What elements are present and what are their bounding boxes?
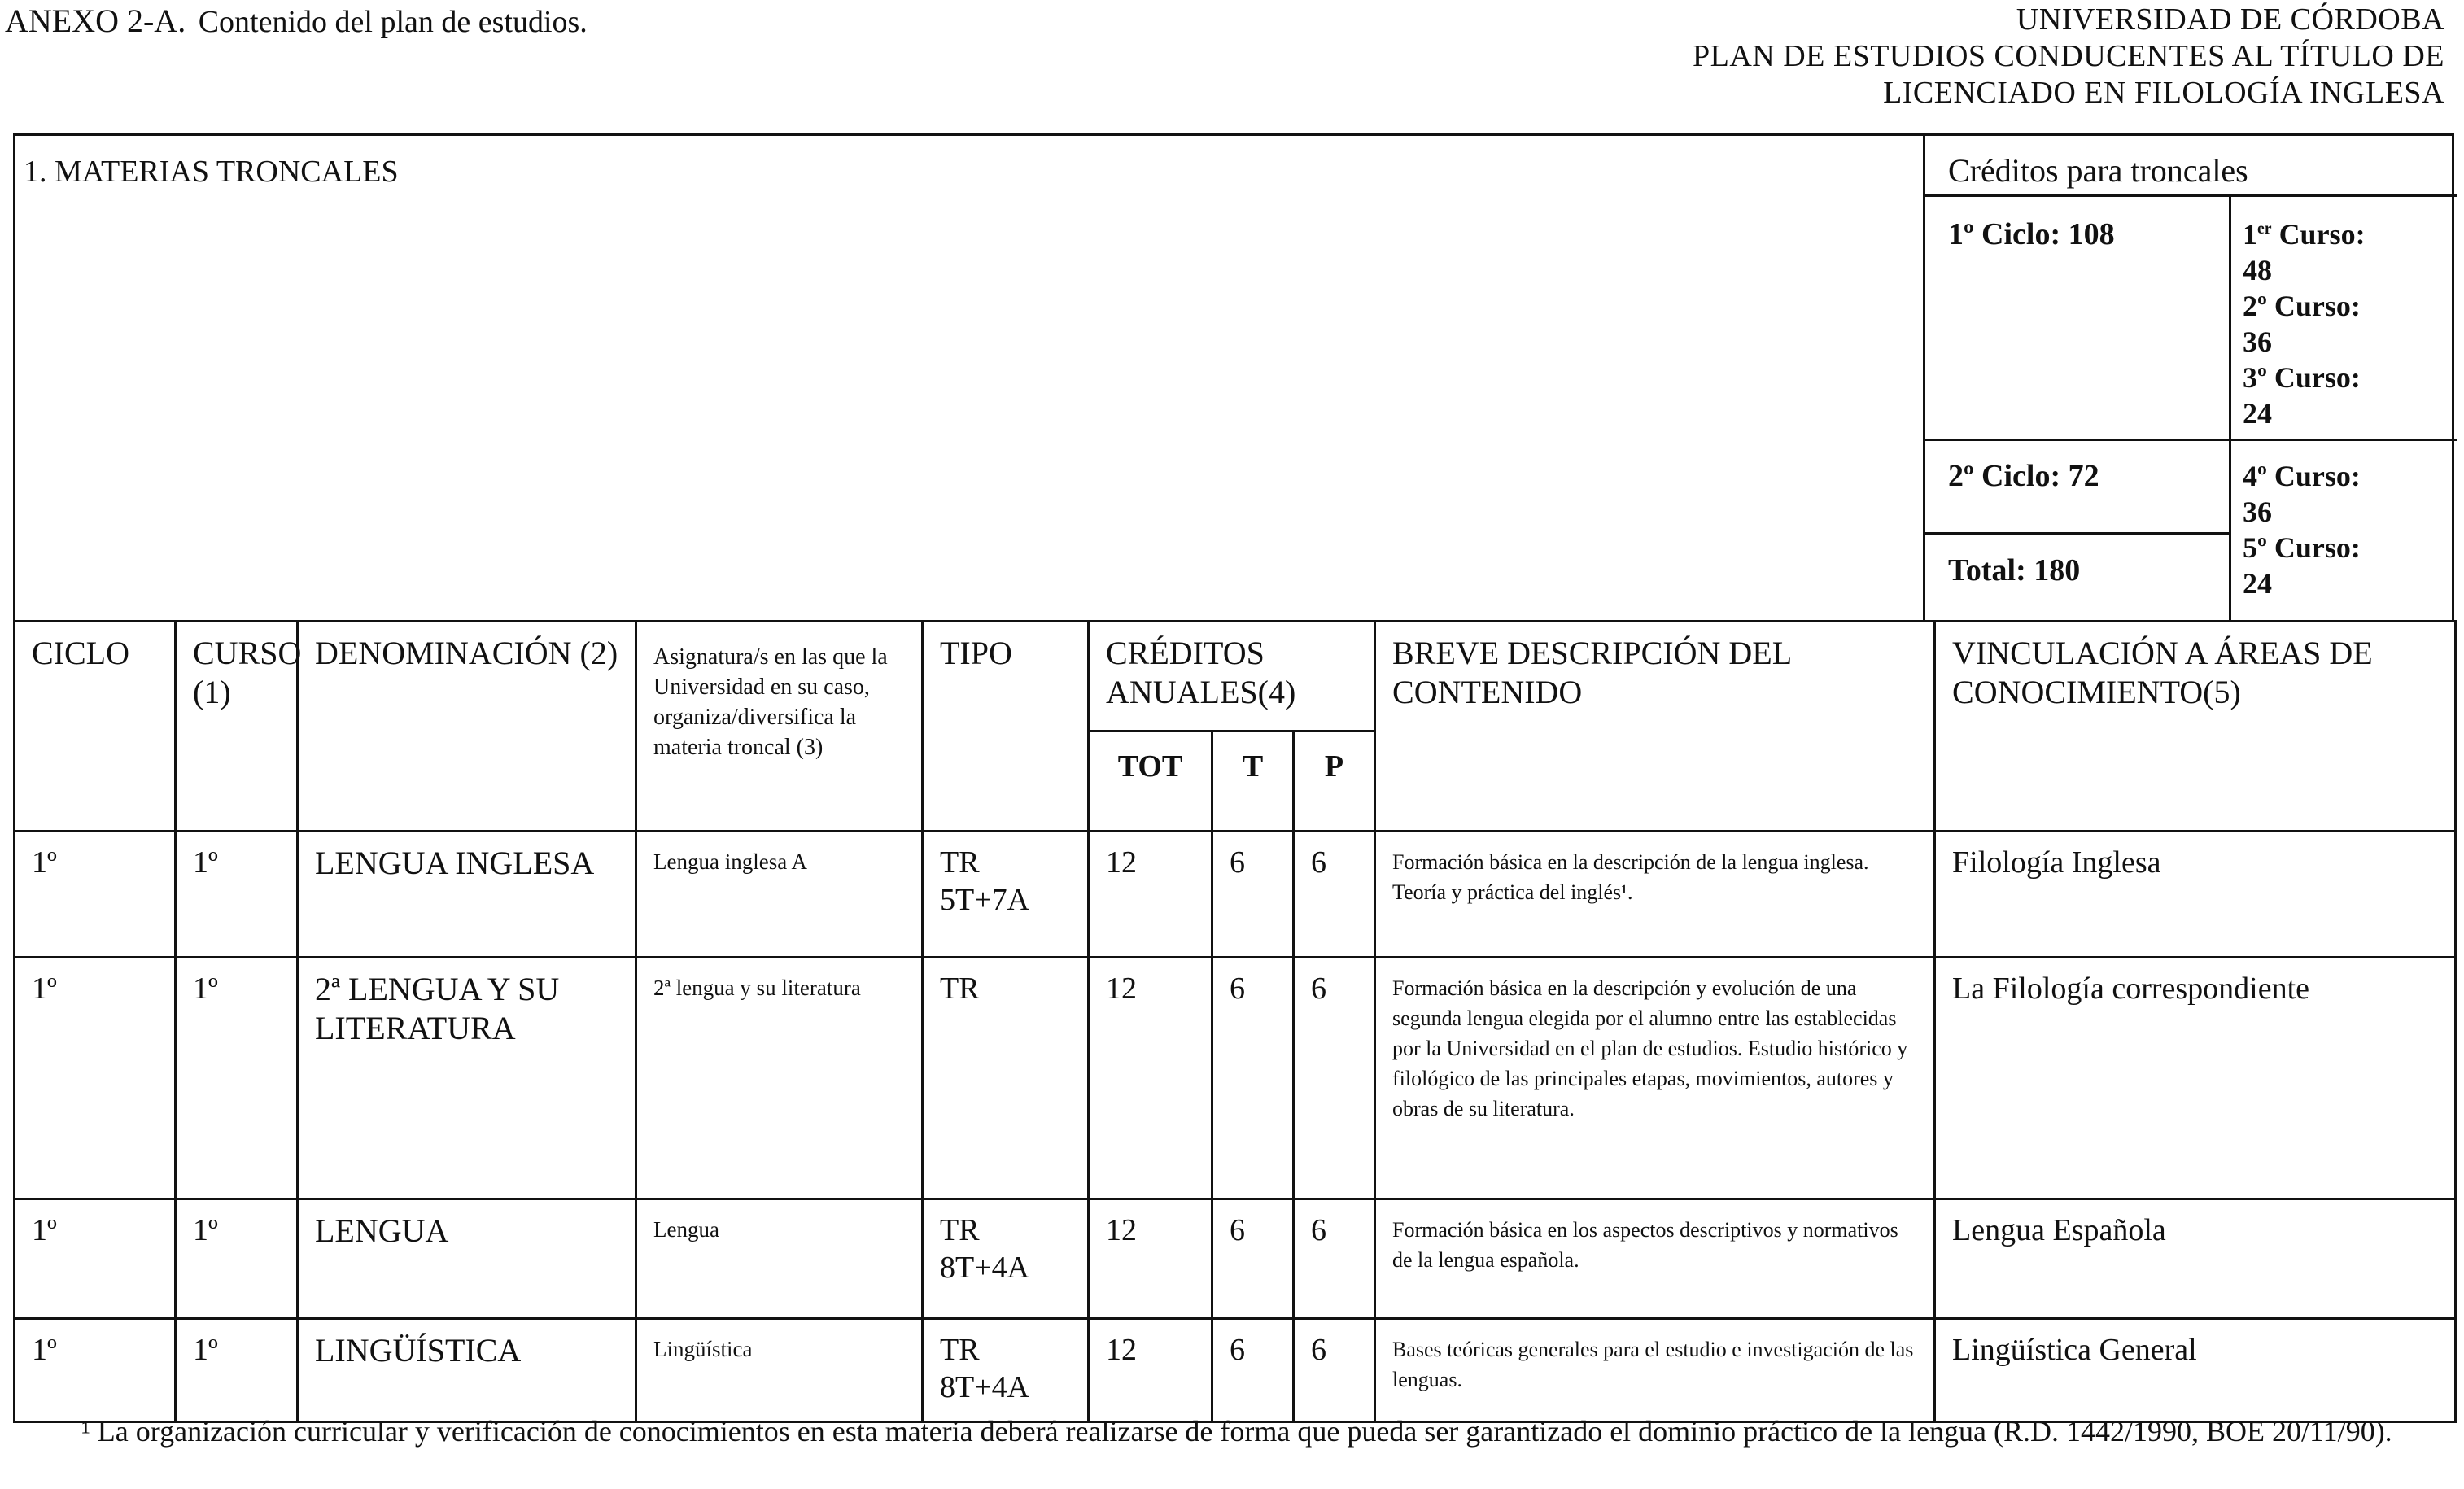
curso3-label: 3º Curso: [2243, 361, 2361, 394]
table-row [15, 1199, 2456, 1319]
cell-asignatura: Lengua inglesa A [636, 832, 923, 958]
col-vinculacion: VINCULACIÓN A ÁREAS DE CONOCIMIENTO(5) [1935, 622, 2456, 832]
cell-ciclo: 1º [15, 1319, 176, 1422]
curso1-label: 1er Curso: [2243, 218, 2366, 251]
cell-vinculacion: La Filología correspondiente [1935, 958, 2456, 1199]
cell-p: 6 [1294, 1319, 1375, 1422]
cell-curso: 1º [176, 1199, 298, 1319]
cell-denominacion: LENGUA INGLESA [298, 832, 636, 958]
cell-t: 6 [1212, 1319, 1294, 1422]
col-p: P [1294, 731, 1375, 832]
plan-title-line1: PLAN DE ESTUDIOS CONDUCENTES AL TÍTULO DE [1692, 39, 2444, 73]
cell-curso: 1º [176, 1319, 298, 1422]
cell-ciclo: 1º [15, 1199, 176, 1319]
troncales-table [13, 620, 2457, 1423]
cell-tot: 12 [1089, 832, 1212, 958]
cell-tot: 12 [1089, 958, 1212, 1199]
footnote: ¹ La organización curricular y verificación de conocimientos en esta materia deberá realizarse de forma que pueda ser garantizado el dominio práctico de la lengua (R.D. 1442/1990, BOE 20/11/90). [81, 1415, 2392, 1448]
col-curso: CURSO (1) [176, 622, 298, 832]
cell-asignatura: 2ª lengua y su literatura [636, 958, 923, 1199]
cell-tot: 12 [1089, 1199, 1212, 1319]
cell-t: 6 [1212, 958, 1294, 1199]
curso1-value: 48 [2243, 254, 2272, 286]
cell-p: 6 [1294, 958, 1375, 1199]
annex-heading [5, 2, 588, 40]
curso4-label: 4º Curso: [2243, 460, 2361, 492]
ciclo1-credits: 1º Ciclo: 108 [1925, 197, 2231, 439]
cell-ciclo: 1º [15, 832, 176, 958]
plan-title-line2: LICENCIADO EN FILOLOGÍA INGLESA [1883, 76, 2444, 110]
credits-cycle2-row [1925, 439, 2457, 622]
credits-cycle1-row [1925, 197, 2457, 441]
cell-tipo: TR 5T+7A [923, 832, 1089, 958]
cell-curso: 1º [176, 832, 298, 958]
cell-tipo: TR 8T+4A [923, 1199, 1089, 1319]
cell-tot: 12 [1089, 1319, 1212, 1422]
cell-ciclo: 1º [15, 958, 176, 1199]
table-row [15, 1319, 2456, 1422]
cell-asignatura: Lengua [636, 1199, 923, 1319]
cell-descripcion: Bases teóricas generales para el estudio e investigación de las lenguas. [1375, 1319, 1935, 1422]
col-t: T [1212, 731, 1294, 832]
col-asignatura: Asignatura/s en las que la Universidad en su caso, organiza/diversifica la materia troncal (3) [636, 622, 923, 832]
cell-t: 6 [1212, 832, 1294, 958]
cell-asignatura: Lingüística [636, 1319, 923, 1422]
cell-tipo: TR 8T+4A [923, 1319, 1089, 1422]
col-descripcion: BREVE DESCRIPCIÓN DEL CONTENIDO [1375, 622, 1935, 832]
curso2-value: 36 [2243, 325, 2272, 358]
cell-p: 6 [1294, 832, 1375, 958]
curso5-label: 5º Curso: [2243, 531, 2361, 564]
curso2-label: 2º Curso: [2243, 290, 2361, 322]
courses-cycle1 [2243, 216, 2366, 431]
section-title: 1. MATERIAS TRONCALES [24, 155, 399, 189]
total-credits: Total: 180 [1925, 535, 2231, 622]
cell-descripcion: Formación básica en la descripción y evolución de una segunda lengua elegida por el alumno entre las establecidas por la Universidad en el plan de estudios. Estudio histórico y filológico de las principales etapas, movimientos, autores y obras de su literatura. [1375, 958, 1935, 1199]
cell-descripcion: Formación básica en los aspectos descriptivos y normativos de la lengua española. [1375, 1199, 1935, 1319]
cell-vinculacion: Lingüística General [1935, 1319, 2456, 1422]
cell-curso: 1º [176, 958, 298, 1199]
curso4-value: 36 [2243, 496, 2272, 528]
courses-cycle2 [2243, 458, 2361, 601]
university-name: UNIVERSIDAD DE CÓRDOBA [2016, 2, 2444, 37]
troncales-header-box [13, 133, 2454, 620]
ciclo2-credits: 2º Ciclo: 72 [1925, 439, 2231, 535]
cell-p: 6 [1294, 1199, 1375, 1319]
credits-heading: Créditos para troncales [1925, 133, 2457, 197]
cell-t: 6 [1212, 1199, 1294, 1319]
credits-box [1923, 133, 2457, 622]
cell-denominacion: LENGUA [298, 1199, 636, 1319]
cell-vinculacion: Filología Inglesa [1935, 832, 2456, 958]
cell-descripcion: Formación básica en la descripción de la lengua inglesa. Teoría y práctica del inglés¹. [1375, 832, 1935, 958]
annex-label: ANEXO 2-A. [5, 2, 186, 39]
cell-denominacion: LINGÜÍSTICA [298, 1319, 636, 1422]
col-ciclo: CICLO [15, 622, 176, 832]
cell-tipo: TR [923, 958, 1089, 1199]
plan-heading [1693, 2, 2444, 111]
annex-title: Contenido del plan de estudios. [198, 5, 588, 39]
col-tipo: TIPO [923, 622, 1089, 832]
table-row [15, 958, 2456, 1199]
curso3-value: 24 [2243, 397, 2272, 430]
col-tot: TOT [1089, 731, 1212, 832]
table-row [15, 832, 2456, 958]
col-denominacion: DENOMINACIÓN (2) [298, 622, 636, 832]
cell-denominacion: 2ª LENGUA Y SU LITERATURA [298, 958, 636, 1199]
cell-vinculacion: Lengua Española [1935, 1199, 2456, 1319]
curso5-value: 24 [2243, 567, 2272, 600]
col-creditos: CRÉDITOS ANUALES(4) [1089, 622, 1375, 731]
